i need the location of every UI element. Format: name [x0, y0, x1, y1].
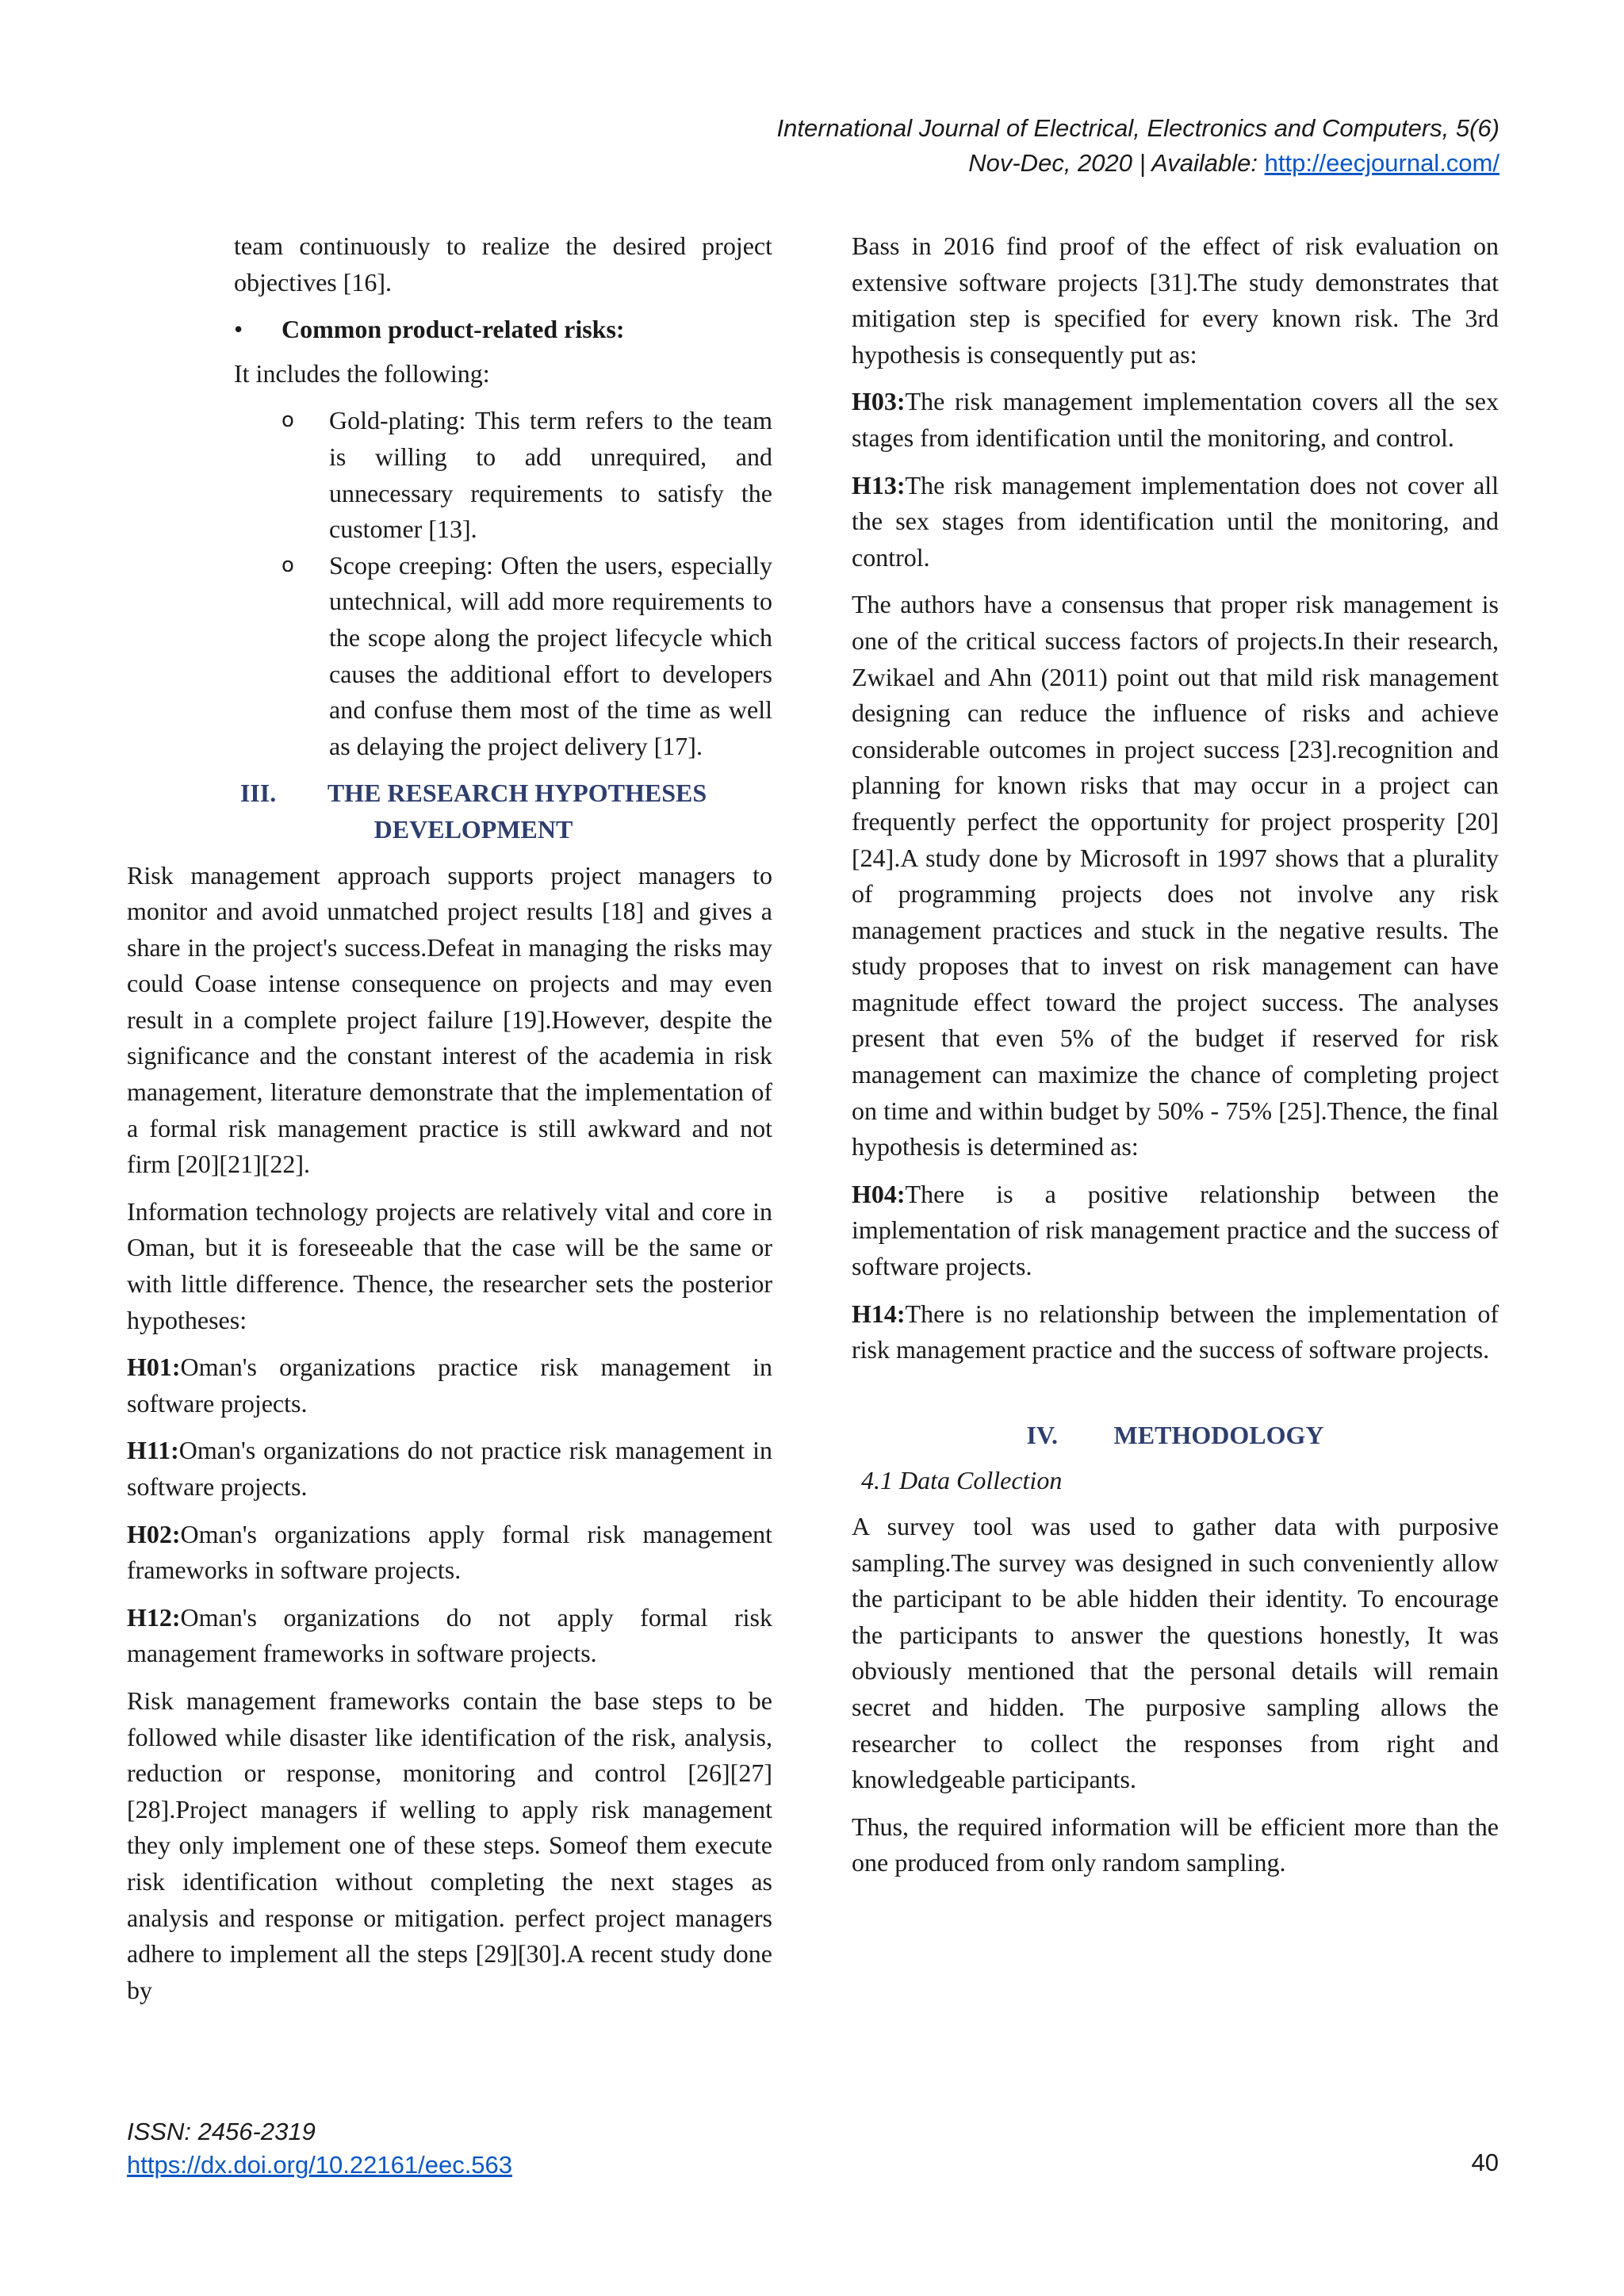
section-heading: [127, 775, 772, 848]
issn: ISSN: 2456-2319: [127, 2118, 316, 2145]
hypothesis-label: H04:: [852, 1179, 906, 1208]
hypothesis: [852, 468, 1499, 576]
section-number: IV.: [1026, 1420, 1058, 1449]
hypothesis-text: There is a positive relationship between the implementation of risk management practice and the success of software projects.: [852, 1179, 1499, 1281]
hypothesis: [852, 1177, 1499, 1285]
section-title: THE RESEARCH HYPOTHESES DEVELOPMENT: [327, 779, 707, 844]
sub-list-item: [282, 403, 772, 547]
section-title: METHODOLOGY: [1113, 1420, 1324, 1449]
paragraph: Risk management frameworks contain the base steps to be followed while disaster like identification of the risk, analysis, reduction or response, monitoring and control [26][27][28].Project managers if welling to apply risk management they only implement one of these steps. Someof them execute risk identification without completing the next stages as analysis and response or mitigation. perfect project managers adhere to implement all the steps [29][30].A recent study done by: [127, 1686, 772, 2004]
paragraph: Bass in 2016 find proof of the effect of risk evaluation on extensive software projects [31].The study demonstrates that mitigation step is specified for every known risk. The 3rd hypothesis is consequently put as:: [852, 232, 1499, 369]
hypothesis-text: Oman's organizations do not practice risk management in software projects.: [127, 1436, 772, 1501]
hypothesis-text: Oman's organizations apply formal risk management frameworks in software projects.: [127, 1519, 772, 1585]
hypothesis-text: There is no relationship between the implementation of risk management practice and the success of software projects.: [852, 1299, 1499, 1364]
bullet-item: [234, 312, 772, 348]
sub-item-text: Scope creeping: Often the users, especially untechnical, will add more requirements to the scope along the project lifecycle which causes the additional effort to developers and confuse them most of the time as well as delaying the project delivery [17].: [329, 550, 772, 760]
paragraph: Thus, the required information will be efficient more than the one produced from only random sampling.: [852, 1812, 1499, 1877]
hypothesis: [127, 1349, 772, 1422]
hypothesis: [852, 384, 1499, 456]
right-column: [852, 228, 1499, 1892]
left-column: [127, 228, 772, 2019]
sub-list-item: [282, 548, 772, 765]
section-heading: [852, 1418, 1499, 1454]
hypothesis-label: H03:: [852, 387, 906, 416]
running-header: [777, 111, 1500, 181]
hypothesis-text: The risk management implementation does not cover all the sex stages from identification until the monitoring, and control.: [852, 470, 1499, 572]
page-footer: [127, 2115, 512, 2182]
hypothesis-label: H11:: [127, 1436, 179, 1465]
hypothesis-text: The risk management implementation covers all the sex stages from identification until the monitoring, and control.: [852, 387, 1499, 452]
circle-bullet-icon: o: [282, 553, 294, 577]
paragraph: team continuously to realize the desired project objectives [16].: [234, 232, 772, 297]
doi-link[interactable]: https://dx.doi.org/10.22161/eec.563: [127, 2151, 513, 2179]
hypothesis: [127, 1517, 772, 1589]
hypothesis: [852, 1296, 1499, 1368]
hypothesis: [127, 1433, 772, 1505]
sub-item-text: Gold-plating: This term refers to the team is willing to add unrequired, and unnecessary requirements to satisfy the customer [13].: [329, 406, 772, 544]
circle-bullet-icon: o: [282, 408, 294, 433]
subsection-heading: 4.1 Data Collection: [861, 1466, 1063, 1495]
page-number: 40: [1471, 2149, 1499, 2176]
paragraph: It includes the following:: [234, 358, 490, 388]
hypothesis-label: H14:: [852, 1299, 906, 1328]
hypothesis-label: H02:: [127, 1519, 181, 1548]
bullet-title: Common product-related risks:: [282, 315, 625, 344]
bullet-icon: •: [234, 315, 243, 344]
hypothesis-label: H01:: [127, 1353, 181, 1382]
hypothesis-label: H12:: [127, 1602, 181, 1632]
paragraph: Information technology projects are relatively vital and core in Oman, but it is foreseeable that the case will be the same or with little difference. Thence, the researcher sets the posterior hypotheses:: [127, 1196, 772, 1334]
section-number: III.: [239, 779, 277, 808]
issue-line: [777, 146, 1500, 181]
paragraph: The authors have a consensus that proper risk management is one of the critical success factors of projects.In their research, Zwikael and Ahn (2011) point out that mild risk management designing can reduce the influence of risks and achieve considerable outcomes in project success [23].recognition and planning for known risks that may occur in a project can frequently perfect the opportunity for project prosperity [20][24].A study done by Microsoft in 1997 shows that a plurality of programming projects does not involve any risk management practices and stuck in the negative results. The study proposes that to invest on risk management can have magnitude effect toward the project success. The analyses present that even 5% of the budget if reserved for risk management can maximize the chance of completing project on time and within budget by 50% - 75% [25].Thence, the final hypothesis is determined as:: [852, 590, 1499, 1161]
hypothesis-text: Oman's organizations practice risk management in software projects.: [127, 1353, 772, 1418]
issue-text: Nov-Dec, 2020 | Available:: [968, 149, 1265, 177]
journal-title: International Journal of Electrical, Electronics and Computers, 5(6): [776, 114, 1500, 142]
hypothesis-text: Oman's organizations do not apply formal risk management frameworks in software projects.: [127, 1602, 772, 1668]
paragraph: Risk management approach supports project managers to monitor and avoid unmatched project results [18] and gives a share in the project's success.Defeat in managing the risks may could Coase intense consequence on projects and may even result in a complete project failure [19].However, despite the significance and the constant interest of the academia in risk management, literature demonstrate that the implementation of a formal risk management practice is still awkward and not firm [20][21][22].: [127, 860, 772, 1179]
paragraph: A survey tool was used to gather data with purposive sampling.The survey was designed in such conveniently allow the participant to be able hidden their identity. To encourage the participants to answer the questions honestly, It was obviously mentioned that the personal details will remain secret and hidden. The purposive sampling allows the researcher to collect the responses from right and knowledgeable participants.: [852, 1512, 1499, 1794]
hypothesis-label: H13:: [852, 470, 906, 499]
journal-link[interactable]: http://eecjournal.com/: [1264, 149, 1500, 177]
hypothesis: [127, 1600, 772, 1672]
